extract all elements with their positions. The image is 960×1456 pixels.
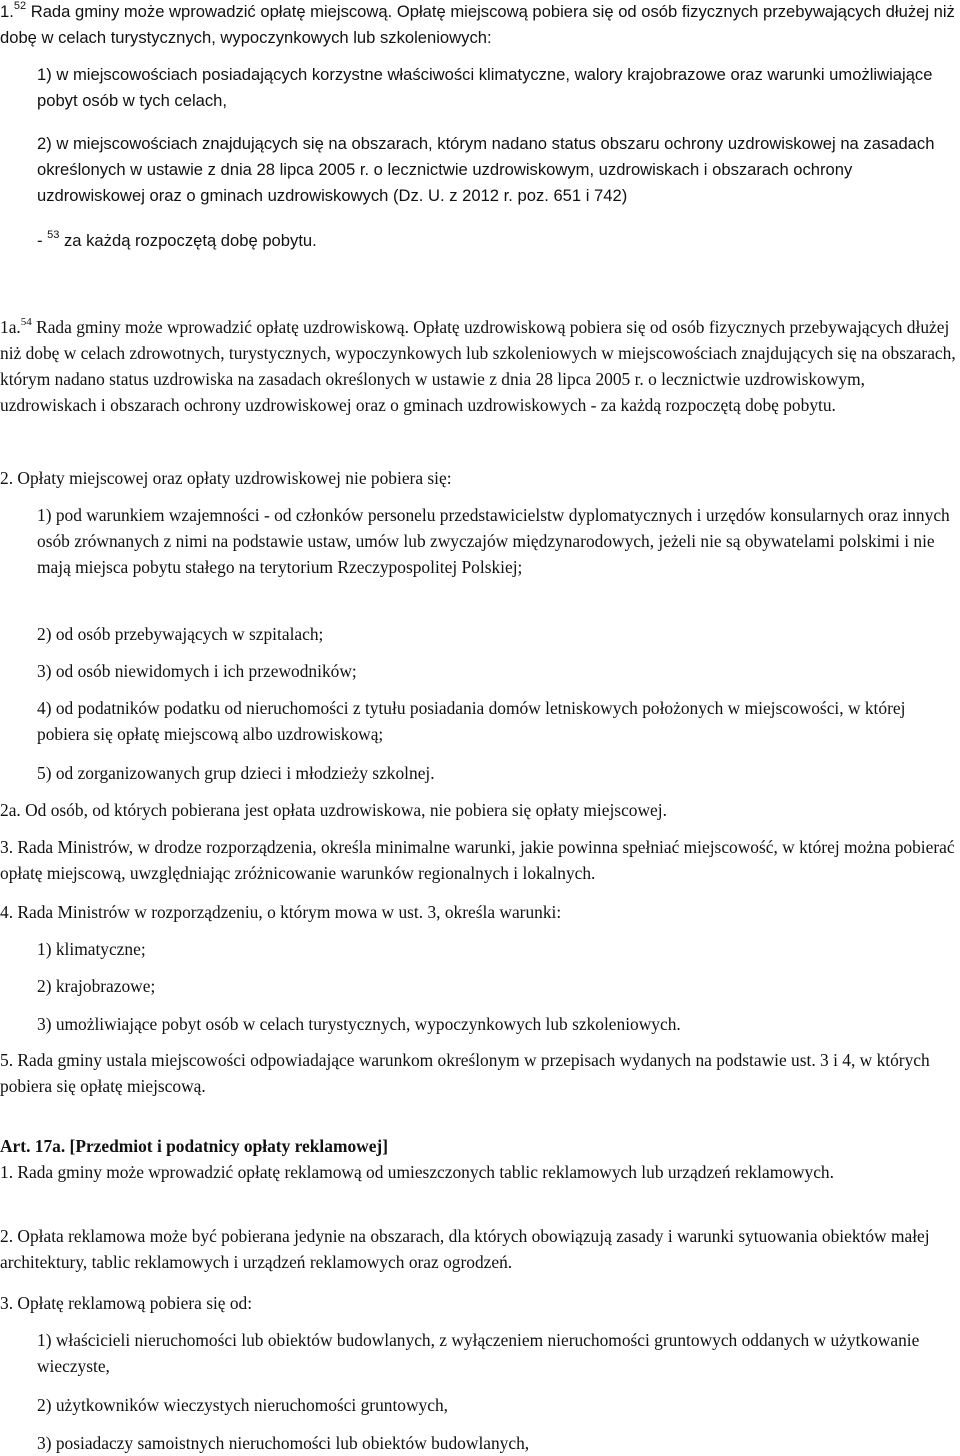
paragraph-4: 4. Rada Ministrów w rozporządzeniu, o którym mowa w ust. 3, określa warunki: — [0, 902, 562, 922]
paragraph-2-item-2: 2) od osób przebywających w szpitalach; — [37, 624, 324, 644]
paragraph-3: 3. Rada Ministrów, w drodze rozporządzenia, określa minimalne warunki, jakie powinna spełniać miejscowość, w której można pobierać opłatę miejscową, uwzględniając zróżnicowanie warunków regionalnych i lokalnych. — [0, 837, 955, 883]
article-paragraph-1: 1. Rada gminy może wprowadzić opłatę reklamową od umieszczonych tablic reklamowych lub urządzeń reklamowych. — [0, 1162, 834, 1182]
article-paragraph-3-item-2: 2) użytkowników wieczystych nieruchomości gruntowych, — [37, 1395, 448, 1415]
footnote-ref-52[interactable]: 52 — [13, 0, 27, 13]
paragraph-2-item-3: 3) od osób niewidomych i ich przewodników; — [37, 661, 357, 681]
footnote-ref-53[interactable]: 53 — [47, 229, 60, 242]
paragraph-1 — [0, 0, 958, 51]
paragraph-2-item-4: 4) od podatników podatku od nieruchomości z tytułu posiadania domów letniskowych położonych w miejscowości, w której pobiera się opłatę miejscową albo uzdrowiskową; — [37, 698, 906, 744]
article-paragraph-3-item-3: 3) posiadaczy samoistnych nieruchomości lub obiektów budowlanych, — [37, 1433, 530, 1453]
article-paragraph-3-item-1: 1) właścicieli nieruchomości lub obiektów budowlanych, z wyłączeniem nieruchomości gruntowych oddanych w użytkowanie wieczyste, — [37, 1330, 920, 1376]
paragraph-1-tail-text: za każdą rozpoczętą dobę pobytu. — [59, 231, 317, 250]
paragraph-1-tail — [37, 228, 958, 254]
paragraph-1-text: Rada gminy może wprowadzić opłatę miejscową. Opłatę miejscową pobiera się od osób fizycznych przebywających dłużej niż dobę w celach turystycznych, wypoczynkowych lub szkoleniowych: — [0, 2, 955, 47]
paragraph-1a-text: Rada gminy może wprowadzić opłatę uzdrowiskową. Opłatę uzdrowiskową pobiera się od osób fizycznych przebywających dłużej niż dobę w celach zdrowotnych, turystycznych, wypoczynkowych lub szkoleniowych w miejscowościach znajdujących się na obszarach, którym nadano status uzdrowiska na zasadach określonych w ustawie z dnia 28 lipca 2005 r. o lecznictwie uzdrowiskowym, uzdrowiskach i obszarach ochrony uzdrowiskowej oraz o gminach uzdrowiskowych - za każdą rozpoczętą dobę pobytu. — [0, 317, 956, 415]
paragraph-2a: 2a. Od osób, od których pobierana jest opłata uzdrowiskowa, nie pobiera się opłaty miejscowej. — [0, 800, 667, 820]
paragraph-1-number: 1. — [0, 2, 14, 21]
article-heading: Art. 17a. [Przedmiot i podatnicy opłaty reklamowej] — [0, 1136, 389, 1156]
paragraph-2-item-5: 5) od zorganizowanych grup dzieci i młodzieży szkolnej. — [37, 763, 435, 783]
paragraph-4-item-2: 2) krajobrazowe; — [37, 976, 156, 996]
paragraph-1-item-1: 1) w miejscowościach posiadających korzystne właściwości klimatyczne, walory krajobrazowe oraz warunki umożliwiające pobyt osób w tych celach, — [37, 65, 933, 110]
footnote-ref-54[interactable]: 54 — [20, 316, 32, 329]
article-paragraph-2: 2. Opłata reklamowa może być pobierana jedynie na obszarach, dla których obowiązują zasady i warunki sytuowania obiektów małej architektury, tablic reklamowych i urządzeń reklamowych oraz ogrodzeń. — [0, 1226, 930, 1272]
paragraph-1-item-2: 2) w miejscowościach znajdujących się na obszarach, którym nadano status obszaru ochrony uzdrowiskowej na zasadach określonych w ustawie z dnia 28 lipca 2005 r. o lecznictwie uzdrowiskowym, uzdrowiskach i obszarach ochrony uzdrowiskowej oraz o gminach uzdrowiskowych (Dz. U. z 2012 r. poz. 651 i 742) — [37, 134, 935, 205]
paragraph-4-item-1: 1) klimatyczne; — [37, 939, 146, 959]
dash: - — [37, 231, 48, 250]
article-paragraph-3: 3. Opłatę reklamową pobiera się od: — [0, 1293, 253, 1313]
paragraph-5: 5. Rada gminy ustala miejscowości odpowiadające warunkom określonym w przepisach wydanych na podstawie ust. 3 i 4, w których pobiera się opłatę miejscową. — [0, 1050, 930, 1096]
paragraph-2: 2. Opłaty miejscowej oraz opłaty uzdrowiskowej nie pobiera się: — [0, 468, 452, 488]
paragraph-2-item-1: 1) pod warunkiem wzajemności - od członków personelu przedstawicielstw dyplomatycznych i urzędów konsularnych oraz innych osób zrównanych z nimi na podstawie ustaw, umów lub zwyczajów międzynarodowych, jeżeli nie są obywatelami polskimi i nie mają miejsca pobytu stałego na terytorium Rzeczypospolitej Polskiej; — [37, 505, 950, 577]
paragraph-1a-number: 1a. — [0, 317, 21, 337]
paragraph-4-item-3: 3) umożliwiające pobyt osób w celach turystycznych, wypoczynkowych lub szkoleniowych. — [37, 1014, 681, 1034]
paragraph-1a — [0, 314, 958, 418]
